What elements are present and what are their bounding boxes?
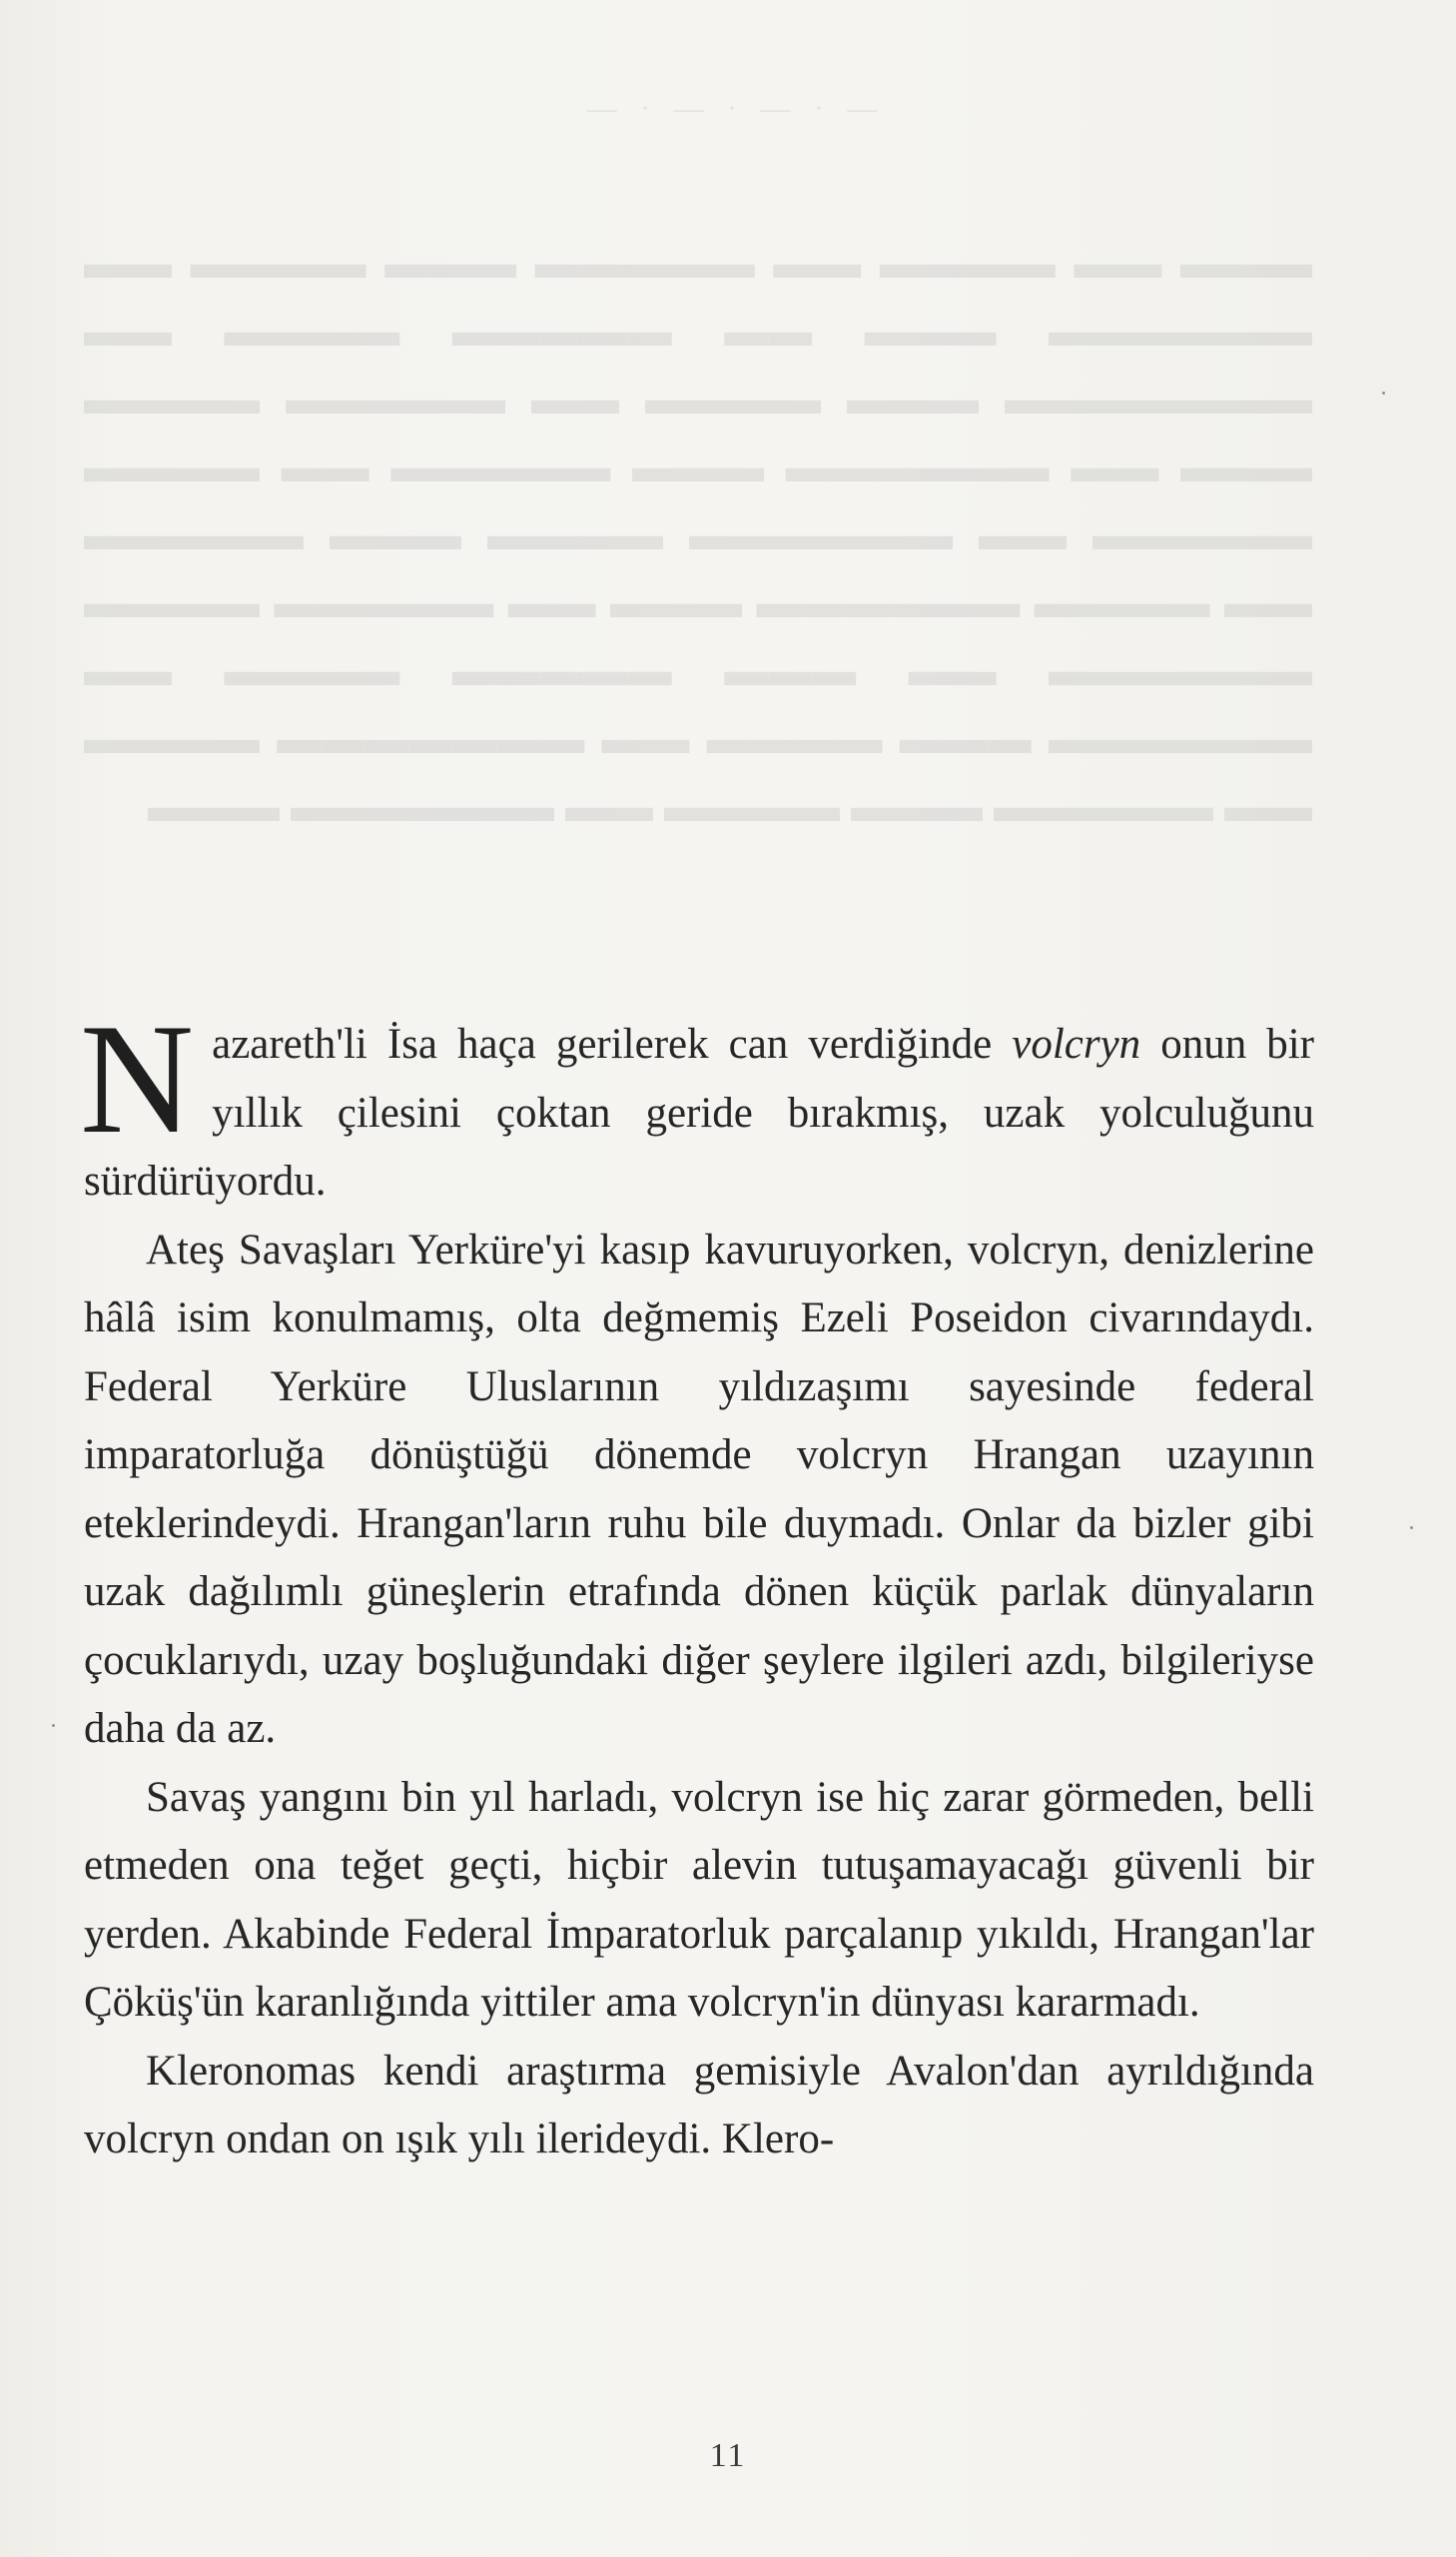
paper-speck — [1410, 1526, 1413, 1529]
paragraph-4: Kleronomas kendi araştırma gemisiyle Avalon'dan ayrıldığında volcryn ondan on ışık yılı ilerideydi. Klero- — [84, 2047, 1314, 2162]
paper-speck — [1382, 392, 1385, 395]
italic-term: volcryn — [1012, 1021, 1141, 1068]
bleed-through-header: — · — · — · — — [578, 92, 878, 125]
paper-speck — [52, 1724, 55, 1727]
paragraph-1-text-end: onun bir yıllık çilesini çoktan geride bırakmış, uzak yolculuğunu sürdürüyordu. — [84, 1021, 1314, 1205]
paragraph-2: Ateş Savaşları Yerküre'yi kasıp kavuruyorken, volcryn, denizlerine hâlâ isim konulmamış, olta değmemiş Ezeli Poseidon civarındaydı. Federal Yerküre Uluslarının yıldızaşımı sayesinde federal imparatorluğa dönüştüğü dönemde volcryn Hrangan uzayının eteklerindeydi. Hrangan'ların ruhu bile duymadı. Onlar da bizler gibi uzak dağılımlı güneşlerin etrafında dönen küçük parlak dünyaların çocuklarıydı, uzay boşluğundaki diğer şeylere ilgileri azdı, bilgileriyse daha da az. — [84, 1226, 1314, 1752]
page-number: 11 — [709, 2437, 747, 2474]
body-text — [80, 992, 1314, 2174]
bleed-through-texture: ▬▬▬ ▬▬ ▬▬▬▬ ▬▬ ▬▬▬▬▬ ▬▬▬ ▬▬▬▬ ▬▬ ▬▬▬▬▬▬ ▬▬▬ ▬▬ ▬▬▬▬▬ ▬▬▬▬ ▬▬ ▬▬▬▬▬▬▬ ▬▬▬ ▬▬▬▬ ▬▬ ▬▬▬▬▬ ▬▬▬▬ ▬▬▬ ▬▬ ▬▬▬▬▬▬ ▬▬▬ ▬▬▬▬▬ ▬▬ ▬▬▬▬ ▬▬▬▬▬ ▬▬ ▬▬▬▬▬▬ ▬▬▬▬ ▬▬▬ ▬▬▬▬▬ ▬▬ ▬▬▬▬ ▬▬▬▬▬▬ ▬▬▬ ▬▬ ▬▬▬▬▬ ▬▬▬▬ ▬▬▬▬▬▬ ▬▬ ▬▬▬ ▬▬▬▬▬ ▬▬▬▬ ▬▬ ▬▬▬▬▬▬ ▬▬▬ ▬▬▬▬ ▬▬ ▬▬▬▬▬▬▬ ▬▬▬▬ ▬▬ ▬▬▬▬▬ ▬▬▬ ▬▬▬▬ ▬▬ ▬▬▬▬▬▬ ▬▬▬ — [84, 239, 1312, 831]
paragraph-1 — [80, 992, 1314, 1217]
paragraph-1-text-start: azareth'li İsa haça gerilerek can verdiğinde — [212, 1021, 1013, 1068]
drop-cap: N — [80, 992, 195, 1167]
paragraph-3: Savaş yangını bin yıl harladı, volcryn ise hiç zarar görmeden, belli etmeden ona teğet geçti, hiçbir alevin tutuşamayacağı güvenli bir yerden. Akabinde Federal İmparatorluk parçalanıp yıkıldı, Hrangan'lar Çöküş'ün karanlığında yittiler ama volcryn'in dünyası kararmadı. — [84, 1773, 1314, 2026]
